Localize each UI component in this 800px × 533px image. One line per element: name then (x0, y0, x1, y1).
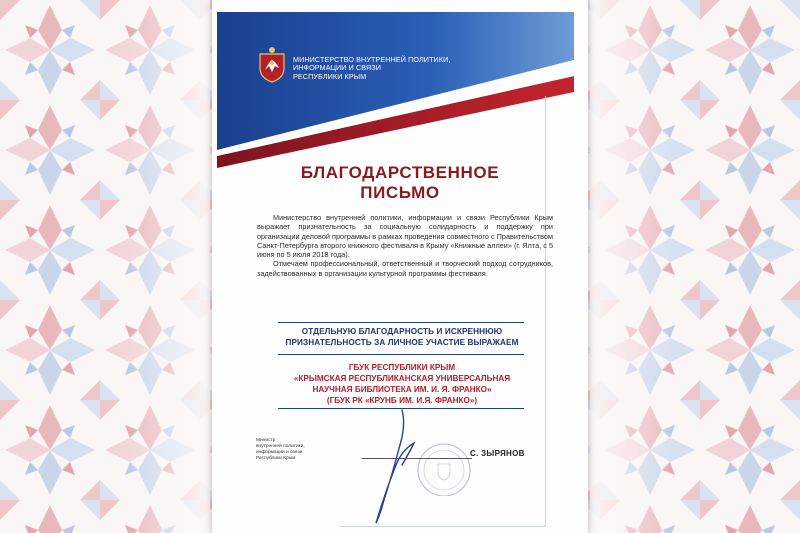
title-line-1: БЛАГОДАРСТВЕННОЕ (300, 163, 500, 182)
signer-name: С. ЗЫРЯНОВ (470, 449, 525, 458)
document-title (212, 163, 588, 203)
org-line: НАУЧНАЯ БИБЛИОТЕКА ИМ. И. Я. ФРАНКО» (312, 385, 492, 394)
title-line-2: ПИСЬМО (360, 183, 440, 202)
org-line: (ГБУК РК «КРУНБ ИМ. И.Я. ФРАНКО») (326, 396, 478, 405)
crimea-emblem-icon (257, 46, 287, 84)
certificate-document (212, 0, 588, 533)
background-fade-left (120, 0, 210, 533)
position-line: внутренней политики, (256, 444, 305, 449)
handwritten-signature (362, 405, 442, 530)
background-fade-right (590, 0, 680, 533)
ministry-line: МИНИСТЕРСТВО ВНУТРЕННЕЙ ПОЛИТИКИ, (293, 55, 451, 64)
thanks-line-2: ПРИЗНАТЕЛЬНОСТЬ ЗА ЛИЧНОЕ УЧАСТИЕ ВЫРАЖАЕМ (285, 338, 519, 347)
letter-body (257, 213, 553, 278)
position-line: Республики Крым (256, 456, 296, 461)
position-line: информации и связи (256, 450, 303, 455)
signer-position (256, 438, 305, 462)
thanks-line-1: ОТДЕЛЬНУЮ БЛАГОДАРНОСТЬ И ИСКРЕННЮЮ (301, 327, 503, 336)
ministry-line: РЕСПУБЛИКИ КРЫМ (293, 71, 367, 81)
divider-middle (278, 354, 524, 355)
body-paragraph-2: Отмечаем профессиональный, ответственный и творческий подход сотрудников, задействованных в организации культурной программы фестиваля. (257, 259, 553, 278)
org-line: «КРЫМСКАЯ РЕСПУБЛИКАНСКАЯ УНИВЕРСАЛЬНАЯ (293, 374, 511, 383)
position-line: Министр (256, 438, 276, 443)
divider-top (278, 322, 524, 323)
thanks-heading (252, 326, 552, 348)
ministry-name (293, 56, 463, 81)
body-paragraph-1: Министерство внутренней политики, информации и связи Республики Крым выражает признательность за социальную солидарность и поддержку при организации деловой программы в рамках проведения совместного с Правительством Санкт-Петербурга второго книжного фестиваля в Крыму «Книжные аллеи» (г. Ялта, с 5 июня по 5 июля 2018 года). (257, 213, 553, 260)
ministry-line: ИНФОРМАЦИИ И СВЯЗИ (293, 63, 381, 73)
recipient-organization (252, 362, 552, 406)
org-line: ГБУК РЕСПУБЛИКИ КРЫМ (348, 363, 456, 372)
